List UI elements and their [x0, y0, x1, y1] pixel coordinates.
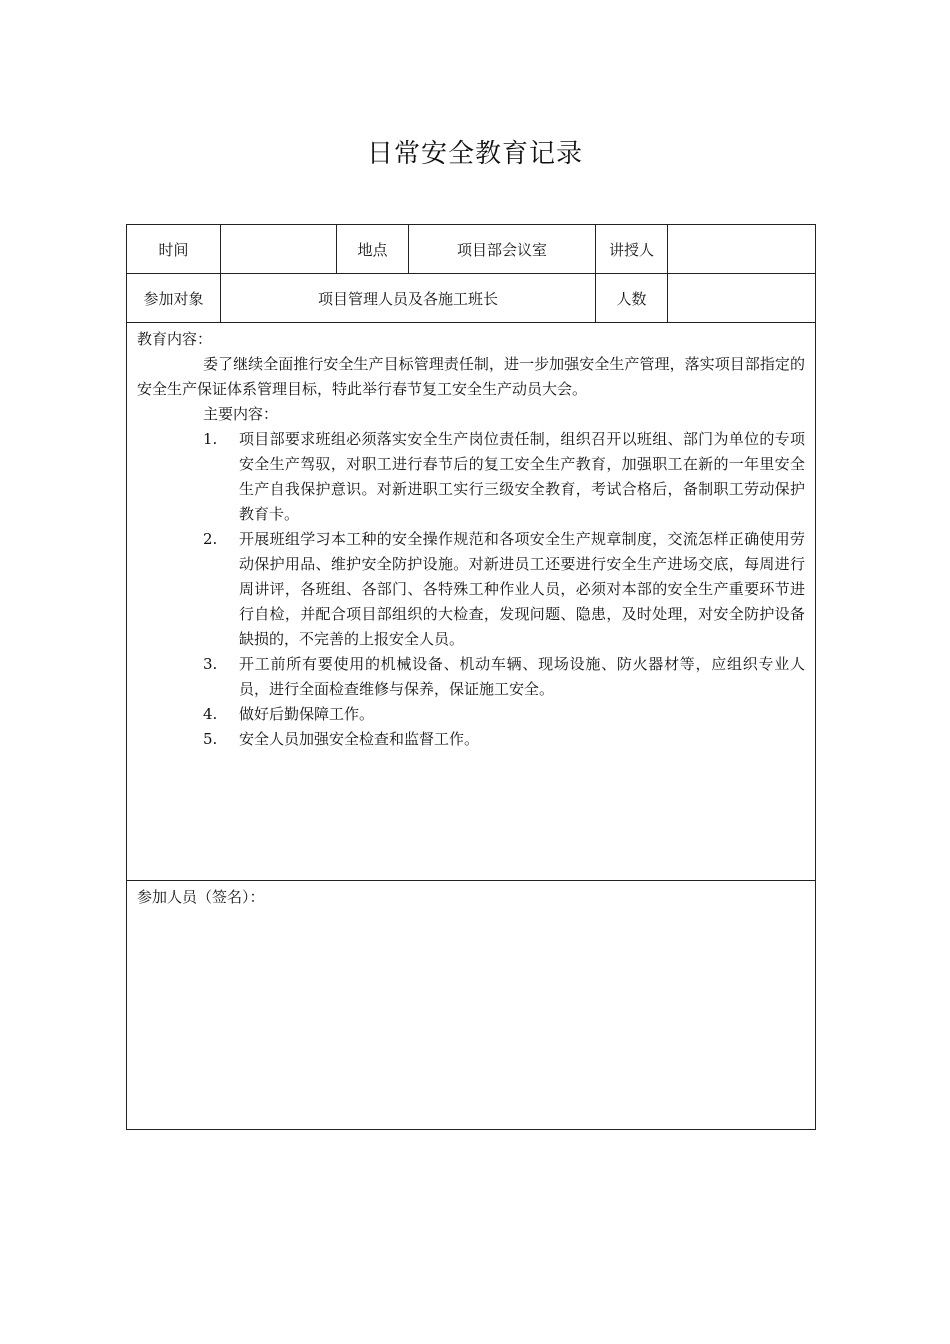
time-value[interactable]	[221, 225, 337, 273]
item-number: 2.	[203, 530, 218, 548]
main-content-heading: 主要内容：	[203, 405, 279, 423]
item-text: 安全人员加强安全检查和监督工作。	[239, 730, 480, 748]
list-item	[137, 527, 805, 652]
time-label: 时间	[127, 225, 221, 273]
signature-label: 参加人员（签名）：	[137, 888, 265, 906]
place-label: 地点	[337, 225, 409, 273]
item-number: 4.	[203, 705, 218, 723]
count-value[interactable]	[668, 274, 815, 322]
audience-label: 参加对象	[127, 274, 221, 322]
form-row-time-place	[127, 225, 815, 274]
list-item	[137, 652, 805, 702]
item-number: 3.	[203, 655, 218, 673]
item-text: 开工前所有要使用的机械设备、机动车辆、现场设施、防火器材等，应组织专业人员，进行全面检查维修与保养，保证施工安全。	[239, 655, 805, 698]
list-item	[137, 427, 805, 527]
item-text: 做好后勤保障工作。	[239, 705, 375, 723]
form-row-audience	[127, 274, 815, 323]
content-intro: 委了继续全面推行安全生产目标管理责任制，进一步加强安全生产管理，落实项目部指定的安全生产保证体系管理目标，特此举行春节复工安全生产动员大会。	[137, 355, 805, 398]
record-form	[126, 224, 816, 1130]
count-label: 人数	[596, 274, 668, 322]
lecturer-value[interactable]	[668, 225, 815, 273]
item-text: 开展班组学习本工种的安全操作规范和各项安全生产规章制度，交流怎样正确使用劳动保护用品、维护安全防护设施。对新进员工还要进行安全生产进场交底，每周进行周讲评，各班组、各部门、各特殊工种作业人员，必须对本部的安全生产重要环节进行自检，并配合项目部组织的大检查，发现问题、隐患，及时处理，对安全防护设备缺损的，不完善的上报安全人员。	[239, 530, 805, 648]
content-heading: 教育内容：	[137, 330, 213, 348]
item-number: 5.	[203, 730, 218, 748]
place-value[interactable]: 项目部会议室	[409, 225, 596, 273]
list-item	[137, 702, 805, 727]
lecturer-label: 讲授人	[596, 225, 668, 273]
item-number: 1.	[203, 430, 218, 448]
item-text: 项目部要求班组必须落实安全生产岗位责任制，组织召开以班组、部门为单位的专项安全生产驾驭，对职工进行春节后的复工安全生产教育，加强职工在新的一年里安全生产自我保护意识。对新进职工实行三级安全教育，考试合格后，备制职工劳动保护教育卡。	[239, 430, 805, 523]
education-content[interactable]	[127, 323, 815, 881]
audience-value[interactable]: 项目管理人员及各施工班长	[221, 274, 596, 322]
signature-area[interactable]	[127, 881, 815, 1129]
list-item	[137, 727, 805, 752]
page-title: 日常安全教育记录	[366, 139, 583, 169]
